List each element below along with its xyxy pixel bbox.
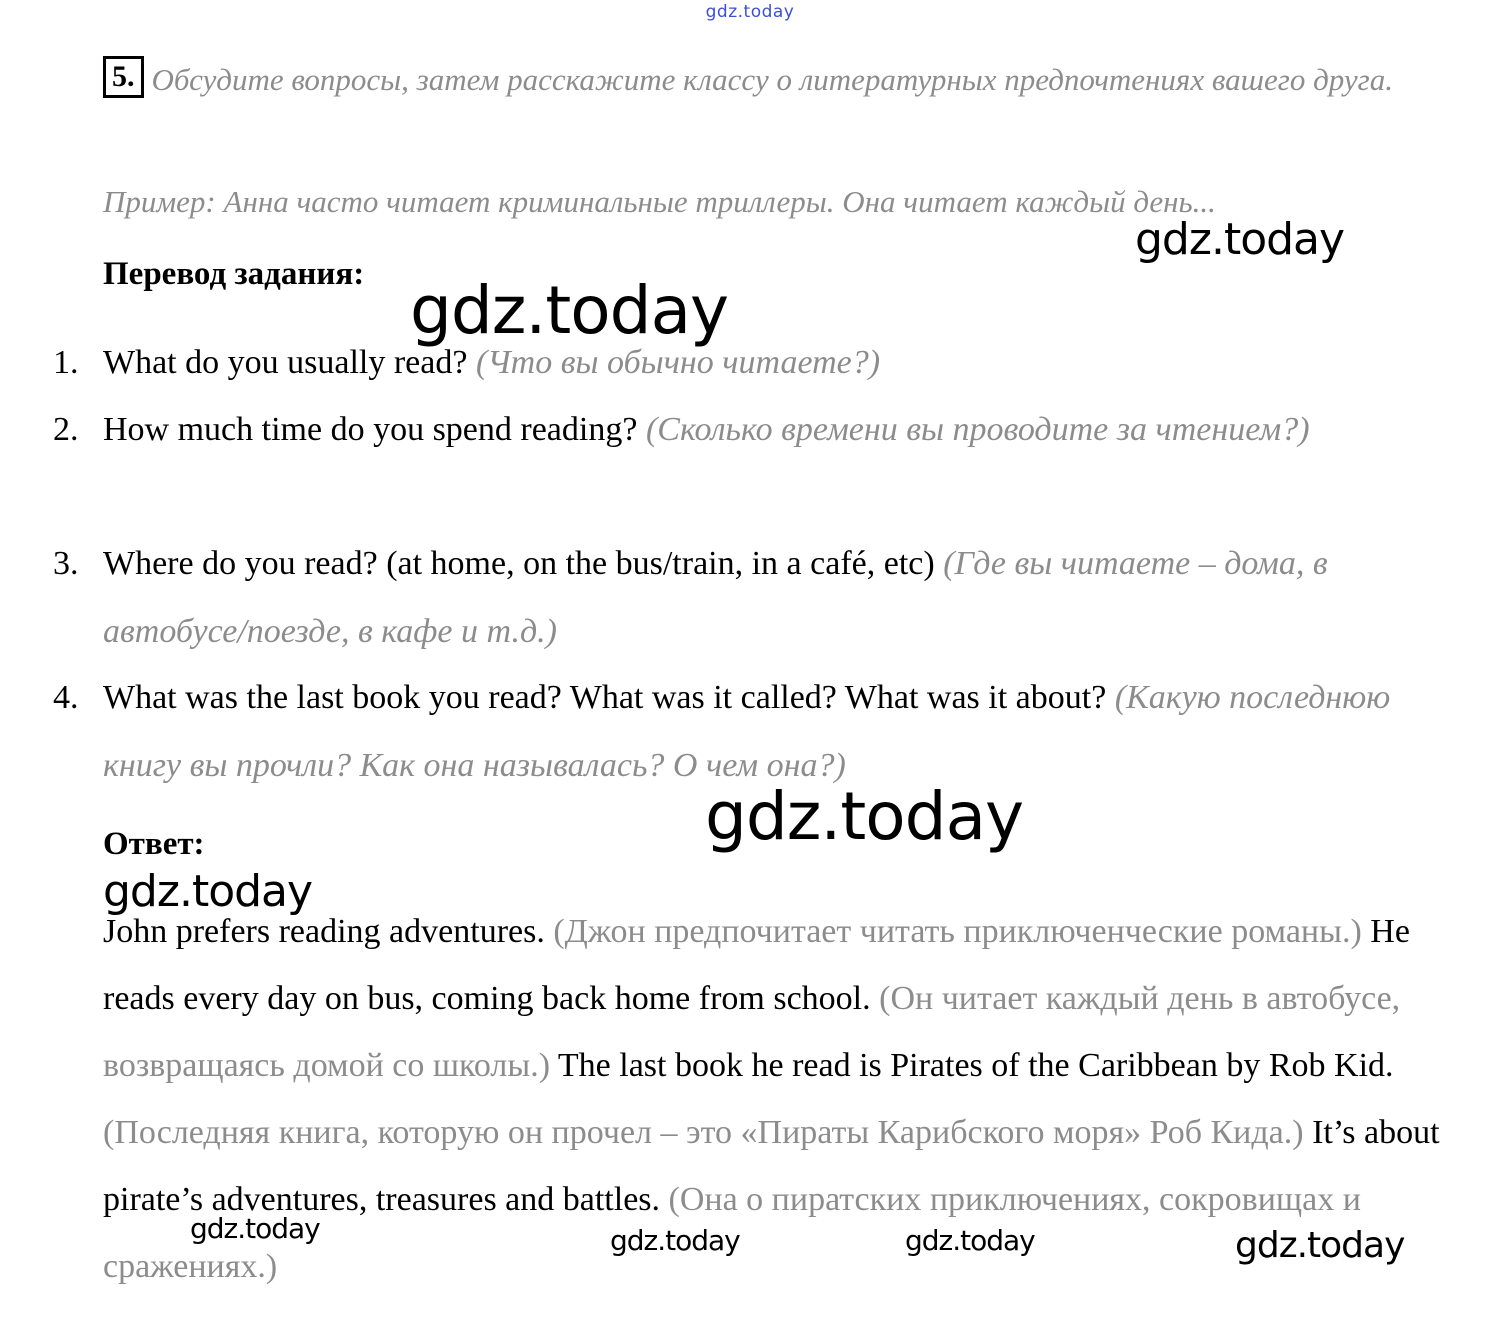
task-example: Пример: Анна часто читает криминальные триллеры. Она читает каждый день... — [103, 184, 1216, 219]
watermark: gdz.today — [905, 1224, 1035, 1257]
watermark: gdz.today — [190, 1212, 320, 1245]
question-item — [53, 329, 1423, 397]
question-english: What do you usually read? — [103, 344, 468, 381]
task-instruction: Обсудите вопросы, затем расскажите классу о литературных предпочтениях вашего друга. — [151, 62, 1393, 97]
question-english: Where do you read? (at home, on the bus/train, in a café, etc) — [103, 545, 935, 582]
question-item — [53, 530, 1423, 666]
task-instruction-block — [103, 48, 1443, 112]
question-number: 3. — [53, 545, 79, 582]
task-number: 5. — [103, 56, 144, 98]
answer-sentence-english: The last book he read is Pirates of the Caribbean by Rob Kid. — [557, 1047, 1394, 1084]
question-english: What was the last book you read? What was it called? What was it about? — [103, 679, 1107, 716]
translation-heading: Перевод задания: — [103, 256, 365, 292]
question-item — [53, 396, 1423, 464]
watermark: gdz.today — [705, 778, 1024, 855]
answer-sentence-russian: (Последняя книга, которую он прочел – это «Пираты Карибского моря» Роб Кида.) — [103, 1114, 1304, 1151]
answer-sentence-russian: (Джон предпочитает читать приключенческие романы.) — [553, 913, 1362, 950]
watermark: gdz.today — [103, 866, 313, 917]
question-russian: (Что вы обычно читаете?) — [475, 344, 881, 381]
question-english: How much time do you spend reading? — [103, 411, 638, 448]
question-number: 2. — [53, 411, 79, 448]
answer-heading: Ответ: — [103, 826, 205, 862]
watermark: gdz.today — [610, 1224, 740, 1257]
question-russian: (Какую последнюю книгу вы прочли? Как она называлась? О чем она?) — [103, 679, 1391, 784]
watermark: gdz.today — [1235, 1225, 1405, 1266]
answer-sentence-english: John prefers reading adventures. — [103, 913, 545, 950]
question-russian: (Сколько времени вы проводите за чтением?) — [645, 411, 1310, 448]
question-russian: (Где вы читаете – дома, в автобусе/поезде, в кафе и т.д.) — [103, 545, 1328, 650]
question-number: 1. — [53, 344, 79, 381]
question-number: 4. — [53, 679, 79, 716]
watermark: gdz.today — [410, 272, 729, 349]
answer-sentence-english: It’s about pirate’s adventures, treasures and battles. — [103, 1114, 1440, 1218]
watermark: gdz.today — [1135, 214, 1345, 265]
answer-sentence-english: He reads every day on bus, coming back home from school. — [103, 913, 1410, 1017]
answer-sentence-russian: (Она о пиратских приключениях, сокровищах и сражениях.) — [103, 1181, 1361, 1285]
answer-sentence-russian: (Он читает каждый день в автобусе, возвращаясь домой со школы.) — [103, 980, 1401, 1084]
header-watermark: gdz.today — [705, 2, 795, 22]
